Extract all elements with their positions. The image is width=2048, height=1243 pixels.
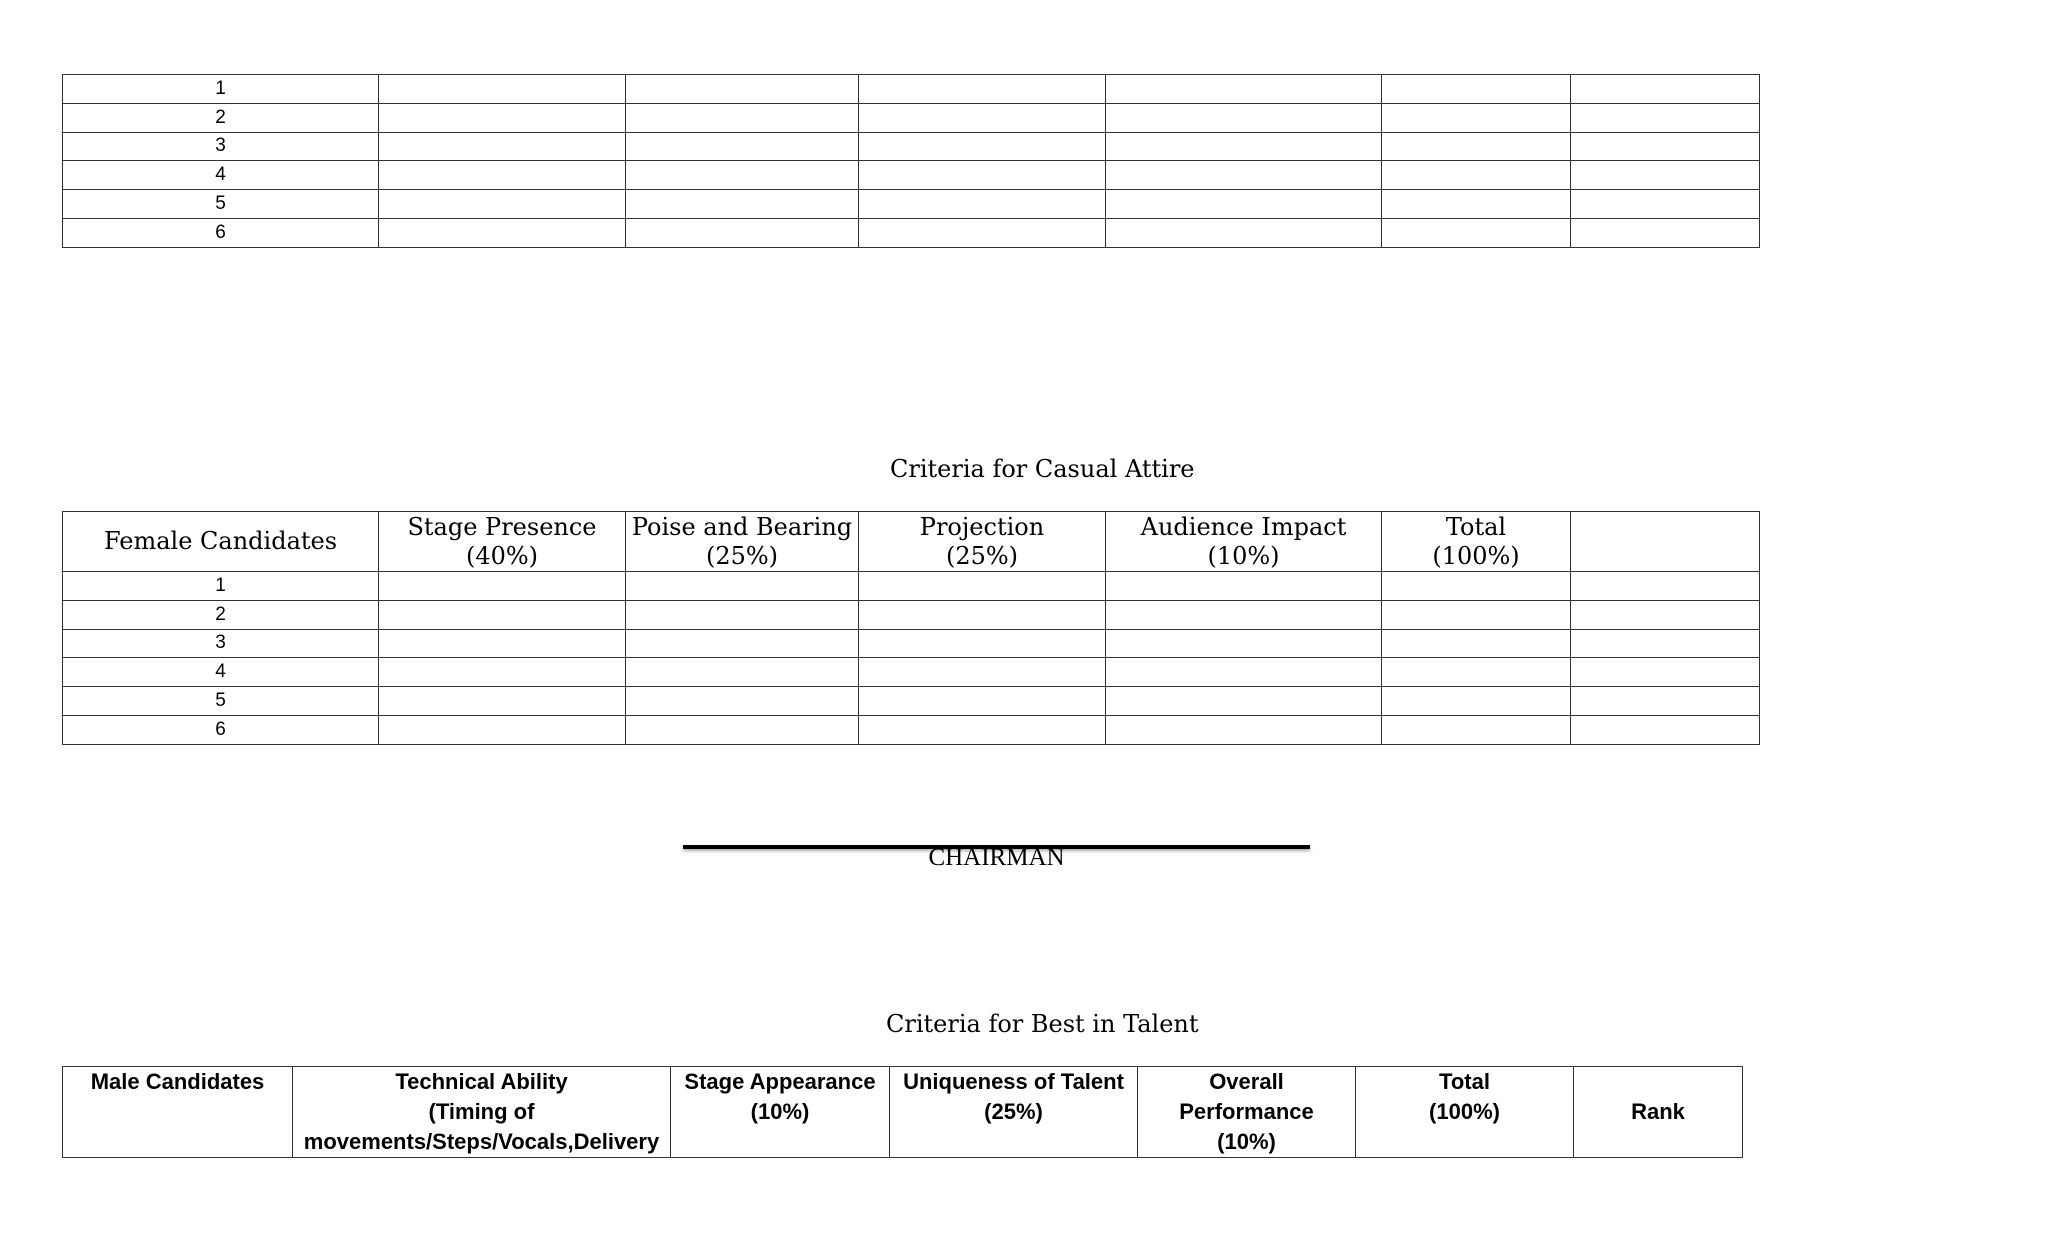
score-cell[interactable]: [626, 190, 859, 219]
score-cell[interactable]: [1106, 132, 1382, 161]
header-line: Overall: [1209, 1069, 1284, 1094]
header-projection: [859, 512, 1106, 572]
score-cell[interactable]: [1571, 190, 1760, 219]
header-line: (10%): [1217, 1129, 1276, 1154]
header-row: [63, 1067, 1743, 1158]
top-score-table: [62, 74, 1760, 248]
score-cell[interactable]: [859, 687, 1106, 716]
score-cell[interactable]: [379, 218, 626, 247]
score-cell[interactable]: [859, 132, 1106, 161]
score-cell[interactable]: [626, 629, 859, 658]
header-total: [1382, 512, 1571, 572]
score-cell[interactable]: [1106, 190, 1382, 219]
header-line: (25%): [945, 541, 1019, 570]
header-line: Female Candidates: [103, 527, 338, 555]
score-cell[interactable]: [1571, 658, 1760, 687]
score-cell[interactable]: [379, 132, 626, 161]
header-line: (25%): [984, 1099, 1043, 1124]
header-line: Male Candidates: [90, 1069, 265, 1094]
score-cell[interactable]: [379, 103, 626, 132]
header-line: Audience Impact: [1140, 512, 1347, 541]
candidate-number: 4: [63, 658, 379, 687]
score-cell[interactable]: [1106, 687, 1382, 716]
score-cell[interactable]: [1382, 161, 1571, 190]
candidate-number: 4: [63, 161, 379, 190]
score-cell[interactable]: [1382, 572, 1571, 601]
table-row: [63, 658, 1760, 687]
score-cell[interactable]: [626, 218, 859, 247]
header-male-candidates: [63, 1067, 293, 1158]
score-cell[interactable]: [626, 572, 859, 601]
header-line: Poise and Bearing: [631, 512, 853, 541]
header-line: (Timing of: [428, 1099, 535, 1124]
casual-attire-title: Criteria for Casual Attire: [890, 455, 1195, 483]
score-cell[interactable]: [379, 75, 626, 104]
header-line: movements/Steps/Vocals,Delivery: [303, 1129, 660, 1154]
table-row: [63, 600, 1760, 629]
table-row: [63, 218, 1760, 247]
header-poise-and-bearing: [626, 512, 859, 572]
score-cell[interactable]: [379, 190, 626, 219]
candidate-number: 3: [63, 132, 379, 161]
score-cell[interactable]: [1106, 658, 1382, 687]
score-cell[interactable]: [859, 190, 1106, 219]
candidate-number: 1: [63, 75, 379, 104]
talent-table-header: [63, 1067, 1743, 1158]
score-cell[interactable]: [1382, 132, 1571, 161]
header-line: (10%): [750, 1099, 810, 1124]
header-female-candidates: [63, 512, 379, 572]
table-row: [63, 687, 1760, 716]
candidate-number: 2: [63, 103, 379, 132]
score-cell[interactable]: [1571, 572, 1760, 601]
score-cell[interactable]: [1382, 687, 1571, 716]
table-row: [63, 103, 1760, 132]
score-cell[interactable]: [1382, 629, 1571, 658]
score-cell[interactable]: [626, 658, 859, 687]
table-row: [63, 161, 1760, 190]
score-cell[interactable]: [626, 687, 859, 716]
header-blank: [1571, 512, 1760, 572]
header-total: [1356, 1067, 1574, 1158]
score-cell[interactable]: [626, 103, 859, 132]
table-row: [63, 629, 1760, 658]
score-cell[interactable]: [1382, 103, 1571, 132]
header-line: (40%): [465, 541, 539, 570]
header-line: Technical Ability: [395, 1069, 568, 1094]
chairman-label: CHAIRMAN: [928, 844, 1065, 871]
score-cell[interactable]: [1382, 715, 1571, 744]
score-cell[interactable]: [1106, 600, 1382, 629]
table-row: [63, 715, 1760, 744]
header-technical-ability: [293, 1067, 671, 1158]
score-cell[interactable]: [1382, 658, 1571, 687]
score-cell[interactable]: [859, 161, 1106, 190]
score-cell[interactable]: [1382, 190, 1571, 219]
candidate-number: 5: [63, 190, 379, 219]
score-cell[interactable]: [1571, 103, 1760, 132]
score-cell[interactable]: [379, 572, 626, 601]
score-cell[interactable]: [859, 715, 1106, 744]
header-line: Performance: [1179, 1099, 1314, 1124]
candidate-number: 5: [63, 687, 379, 716]
score-cell[interactable]: [859, 600, 1106, 629]
score-cell[interactable]: [379, 629, 626, 658]
header-line: (25%): [705, 541, 779, 570]
header-line: (100%): [1429, 1099, 1500, 1124]
header-line: (100%): [1432, 541, 1520, 570]
score-cell[interactable]: [1382, 75, 1571, 104]
score-cell[interactable]: [1571, 715, 1760, 744]
score-cell[interactable]: [379, 715, 626, 744]
score-cell[interactable]: [859, 75, 1106, 104]
best-in-talent-title: Criteria for Best in Talent: [886, 1010, 1199, 1038]
header-row: [63, 512, 1760, 572]
score-cell[interactable]: [1106, 218, 1382, 247]
header-stage-presence: [379, 512, 626, 572]
header-line: Stage Appearance: [684, 1069, 876, 1094]
header-line: Total: [1445, 512, 1507, 541]
header-uniqueness-of-talent: [890, 1067, 1138, 1158]
candidate-number: 2: [63, 600, 379, 629]
score-cell[interactable]: [1106, 572, 1382, 601]
score-cell[interactable]: [1571, 75, 1760, 104]
header-audience-impact: [1106, 512, 1382, 572]
score-cell[interactable]: [859, 572, 1106, 601]
candidate-number: 6: [63, 715, 379, 744]
header-stage-appearance: [671, 1067, 890, 1158]
casual-table-header: [63, 512, 1760, 572]
candidate-number: 6: [63, 218, 379, 247]
score-cell[interactable]: [626, 715, 859, 744]
header-line: (10%): [1207, 541, 1280, 570]
score-cell[interactable]: [379, 658, 626, 687]
score-cell[interactable]: [859, 218, 1106, 247]
header-rank: [1574, 1067, 1743, 1158]
score-cell[interactable]: [1106, 103, 1382, 132]
score-cell[interactable]: [379, 161, 626, 190]
table-row: [63, 75, 1760, 104]
score-cell[interactable]: [1106, 715, 1382, 744]
candidate-number: 1: [63, 572, 379, 601]
score-cell[interactable]: [1106, 75, 1382, 104]
score-cell[interactable]: [1571, 629, 1760, 658]
candidate-number: 3: [63, 629, 379, 658]
score-cell[interactable]: [379, 600, 626, 629]
table-row: [63, 132, 1760, 161]
score-cell[interactable]: [626, 75, 859, 104]
score-cell[interactable]: [379, 687, 626, 716]
score-cell[interactable]: [859, 629, 1106, 658]
header-line: Stage Presence: [407, 512, 597, 541]
score-cell[interactable]: [626, 161, 859, 190]
table-row: [63, 572, 1760, 601]
score-cell[interactable]: [1571, 132, 1760, 161]
header-overall-performance: [1138, 1067, 1356, 1158]
score-cell[interactable]: [1106, 161, 1382, 190]
header-line: Total: [1439, 1069, 1490, 1094]
score-cell[interactable]: [1106, 629, 1382, 658]
header-line: Projection: [919, 512, 1045, 541]
top-table-body: [63, 75, 1760, 248]
table-row: [63, 190, 1760, 219]
score-cell[interactable]: [1382, 218, 1571, 247]
header-line: Uniqueness of Talent: [903, 1069, 1124, 1094]
casual-table-body: [63, 572, 1760, 745]
header-line: Rank: [1631, 1099, 1685, 1124]
score-cell[interactable]: [859, 103, 1106, 132]
score-cell[interactable]: [859, 658, 1106, 687]
score-cell[interactable]: [626, 600, 859, 629]
best-in-talent-table: [62, 1066, 1743, 1158]
casual-attire-table: [62, 511, 1760, 745]
score-cell[interactable]: [1382, 600, 1571, 629]
score-cell[interactable]: [626, 132, 859, 161]
score-cell[interactable]: [1571, 687, 1760, 716]
score-cell[interactable]: [1571, 600, 1760, 629]
score-cell[interactable]: [1571, 161, 1760, 190]
score-cell[interactable]: [1571, 218, 1760, 247]
